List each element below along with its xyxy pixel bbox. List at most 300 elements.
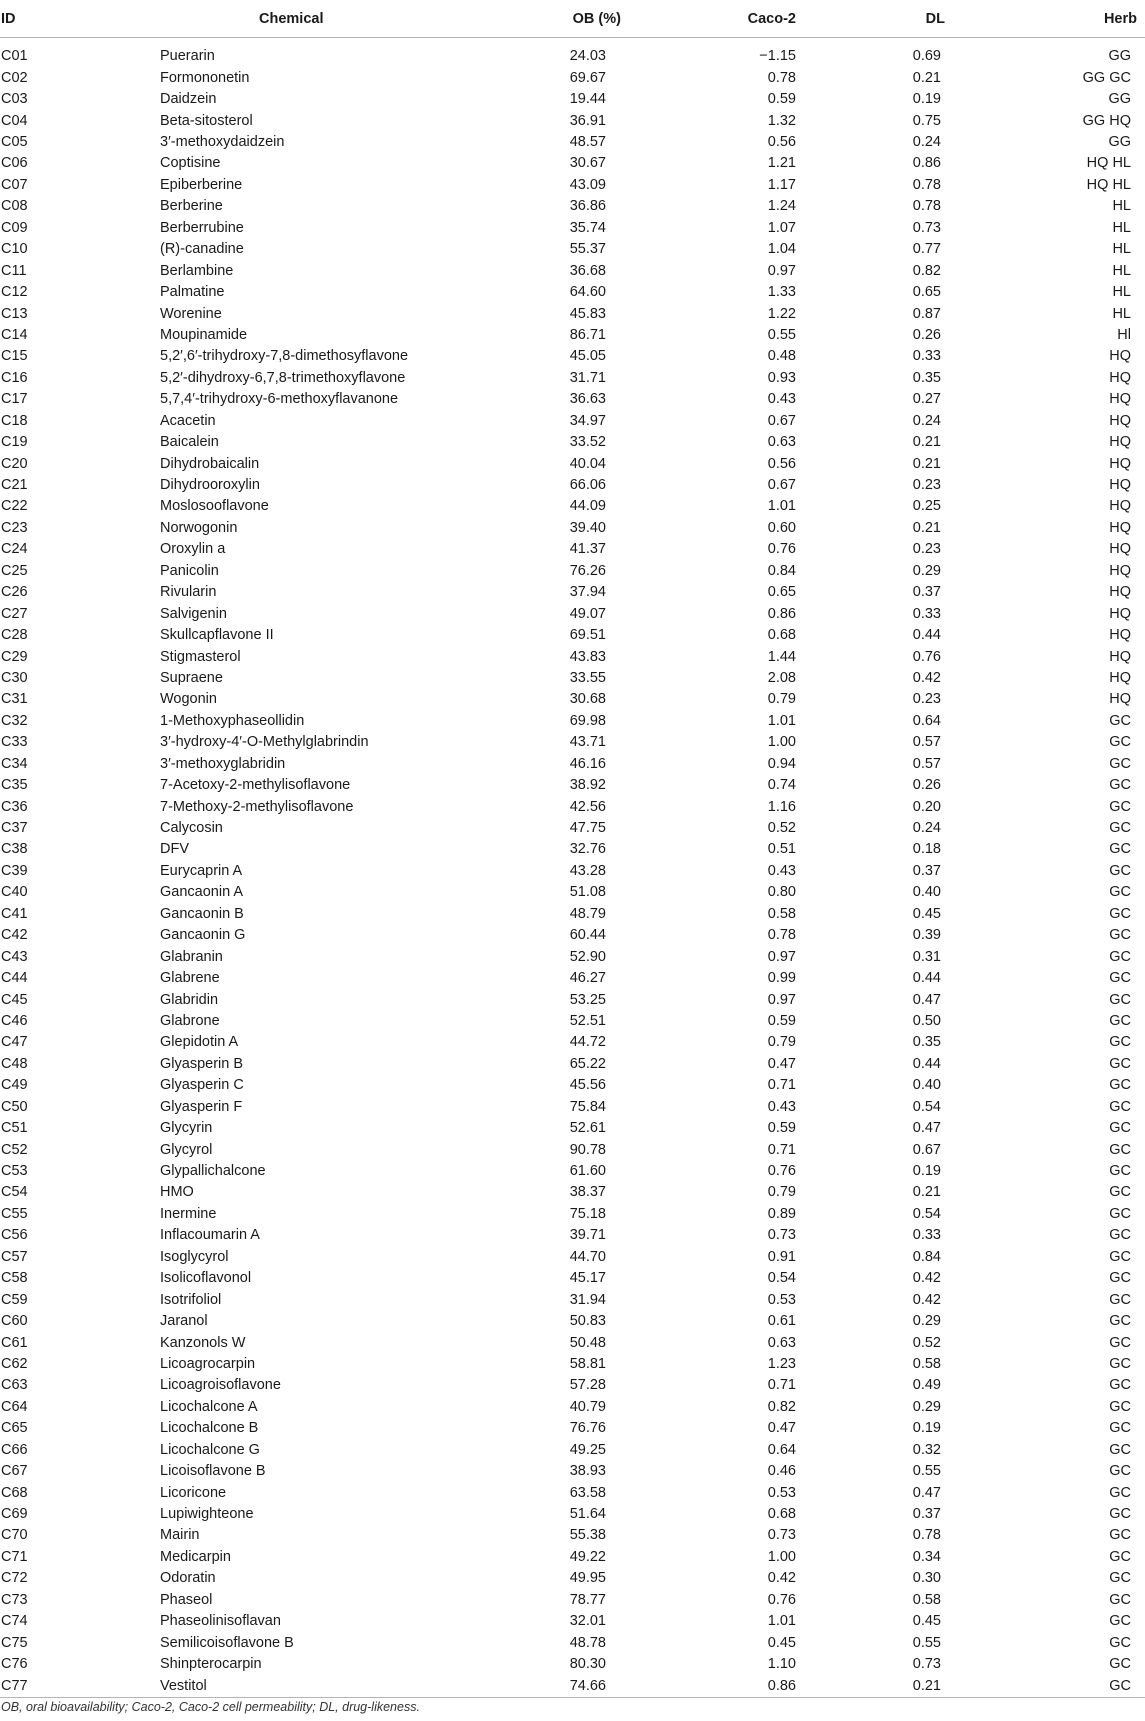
cell-chemical: Coptisine [160, 155, 221, 172]
cell-ob: 48.79 [569, 905, 606, 922]
table-row [0, 796, 1145, 817]
cell-ob: 37.94 [569, 584, 606, 601]
table-row [0, 968, 1145, 989]
cell-dl: 0.33 [912, 605, 941, 622]
cell-id: C03 [1, 91, 28, 108]
cell-dl: 0.54 [912, 1205, 941, 1222]
cell-dl: 0.21 [912, 69, 941, 86]
cell-id: C45 [1, 991, 28, 1008]
cell-chemical: Moslosooflavone [160, 498, 269, 515]
cell-herb: GC [1109, 1334, 1131, 1351]
cell-herb: GC [1109, 820, 1131, 837]
cell-caco2: 0.60 [767, 519, 796, 536]
cell-ob: 42.56 [569, 798, 606, 815]
cell-chemical: Licochalcone B [160, 1420, 259, 1437]
cell-herb: HQ [1109, 434, 1131, 451]
table-row [0, 1375, 1145, 1396]
header-chemical: Chemical [158, 0, 515, 38]
cell-herb: GC [1109, 1484, 1131, 1501]
cell-chemical: Jaranol [160, 1313, 208, 1330]
cell-ob: 66.06 [569, 477, 606, 494]
table-row [0, 1247, 1145, 1268]
cell-chemical: Gancaonin A [160, 884, 244, 901]
cell-ob: 31.71 [569, 369, 606, 386]
table-row [0, 1161, 1145, 1182]
cell-ob: 45.83 [569, 305, 606, 322]
cell-dl: 0.69 [912, 48, 941, 65]
table-row [0, 346, 1145, 367]
header-herb: Herb [1007, 0, 1145, 38]
cell-caco2: 1.01 [767, 498, 796, 515]
cell-id: C68 [1, 1484, 28, 1501]
table-row [0, 1054, 1145, 1075]
cell-id: C39 [1, 862, 28, 879]
cell-herb: GC [1109, 734, 1131, 751]
cell-herb: GC [1109, 1270, 1131, 1287]
cell-ob: 44.72 [569, 1034, 606, 1051]
cell-dl: 0.87 [912, 305, 941, 322]
cell-id: C30 [1, 669, 28, 686]
cell-herb: GC [1109, 1184, 1131, 1201]
cell-id: C53 [1, 1163, 28, 1180]
table-row [0, 1547, 1145, 1568]
cell-caco2: 0.47 [767, 1420, 796, 1437]
cell-caco2: 1.07 [767, 219, 796, 236]
cell-chemical: 1-Methoxyphaseollidin [160, 712, 305, 729]
table-row [0, 132, 1145, 153]
cell-caco2: 0.84 [767, 562, 796, 579]
cell-herb: GC [1109, 777, 1131, 794]
cell-herb: GC [1109, 1012, 1131, 1029]
cell-id: C74 [1, 1613, 28, 1630]
table-row [0, 1139, 1145, 1160]
cell-id: C02 [1, 69, 28, 86]
cell-chemical: 5,7,4′-trihydroxy-6-methoxyflavanone [160, 391, 399, 408]
cell-id: C57 [1, 1248, 28, 1265]
cell-id: C49 [1, 1077, 28, 1094]
cell-chemical: Berberrubine [160, 219, 244, 236]
cell-id: C29 [1, 648, 28, 665]
cell-chemical: Formononetin [160, 69, 250, 86]
cell-caco2: 0.65 [767, 584, 796, 601]
cell-caco2: 0.76 [767, 1163, 796, 1180]
cell-herb: GC [1007, 1675, 1145, 1697]
cell-ob: 50.83 [569, 1313, 606, 1330]
cell-ob: 45.56 [569, 1077, 606, 1094]
cell-chemical: Glypallichalcone [160, 1163, 266, 1180]
cell-dl: 0.40 [912, 884, 941, 901]
cell-herb: GC [1109, 1291, 1131, 1308]
cell-caco2: 0.63 [767, 434, 796, 451]
cell-caco2: 0.89 [767, 1205, 796, 1222]
cell-id: C55 [1, 1205, 28, 1222]
cell-dl: 0.40 [912, 1077, 941, 1094]
cell-id: C01 [1, 48, 28, 65]
table-row [0, 260, 1145, 281]
cell-chemical: 7-Acetoxy-2-methylisoflavone [160, 777, 351, 794]
cell-id: C21 [1, 477, 28, 494]
cell-ob: 45.17 [569, 1270, 606, 1287]
cell-chemical: Licoricone [160, 1484, 227, 1501]
table-row [0, 668, 1145, 689]
cell-id: C41 [1, 905, 28, 922]
table-row [0, 1097, 1145, 1118]
cell-id: C16 [1, 369, 28, 386]
cell-ob: 76.26 [569, 562, 606, 579]
table-row [0, 882, 1145, 903]
cell-herb: HQ [1109, 519, 1131, 536]
cell-caco2: 0.78 [767, 927, 796, 944]
cell-ob: 40.79 [569, 1398, 606, 1415]
cell-herb: GC [1109, 1377, 1131, 1394]
cell-chemical: Glyasperin C [160, 1077, 244, 1094]
cell-chemical: Dihydrooroxylin [160, 477, 260, 494]
cell-id: C60 [1, 1313, 28, 1330]
cell-dl: 0.49 [912, 1377, 941, 1394]
table-row [0, 153, 1145, 174]
cell-caco2: 0.80 [767, 884, 796, 901]
cell-dl: 0.55 [912, 1463, 941, 1480]
cell-dl: 0.58 [912, 1355, 941, 1372]
cell-ob: 58.81 [569, 1355, 606, 1372]
cell-herb: GC [1109, 1527, 1131, 1544]
cell-chemical: Baicalein [160, 434, 219, 451]
cell-chemical: Vestitol [158, 1675, 515, 1697]
cell-caco2: 0.76 [767, 541, 796, 558]
cell-dl: 0.52 [912, 1334, 941, 1351]
cell-ob: 55.37 [569, 241, 606, 258]
cell-herb: HQ [1109, 477, 1131, 494]
cell-ob: 69.51 [569, 627, 606, 644]
cell-id: C13 [1, 305, 28, 322]
cell-dl: 0.24 [912, 820, 941, 837]
table-row [0, 282, 1145, 303]
cell-caco2: 0.97 [767, 948, 796, 965]
table-row [0, 818, 1145, 839]
cell-ob: 39.40 [569, 519, 606, 536]
table-row [0, 1354, 1145, 1375]
cell-herb: GC [1109, 1570, 1131, 1587]
cell-chemical: Oroxylin a [160, 541, 226, 558]
cell-dl: 0.44 [912, 1055, 941, 1072]
table-row [0, 711, 1145, 732]
cell-herb: HQ [1109, 562, 1131, 579]
cell-id: C27 [1, 605, 28, 622]
cell-caco2: 0.79 [767, 1184, 796, 1201]
cell-id: C75 [1, 1634, 28, 1651]
cell-chemical: Acacetin [160, 412, 216, 429]
cell-ob: 80.30 [569, 1656, 606, 1673]
table-row [0, 925, 1145, 946]
table-row [0, 110, 1145, 131]
cell-ob: 55.38 [569, 1527, 606, 1544]
cell-caco2: 1.16 [767, 798, 796, 815]
table-row [0, 239, 1145, 260]
cell-dl: 0.73 [912, 1656, 941, 1673]
cell-chemical: Gancaonin B [160, 905, 244, 922]
cell-herb: GG HQ [1082, 112, 1131, 129]
cell-dl: 0.21 [912, 434, 941, 451]
cell-caco2: 0.71 [767, 1141, 796, 1158]
cell-chemical: 5,2′,6′-trihydroxy-7,8-dimethosyflavone [160, 348, 409, 365]
cell-dl: 0.35 [912, 369, 941, 386]
cell-id: C70 [1, 1527, 28, 1544]
cell-id: C05 [1, 134, 28, 151]
table-row [0, 68, 1145, 89]
cell-ob: 74.66 [515, 1675, 665, 1697]
table-row [0, 1675, 1145, 1697]
cell-dl: 0.44 [912, 627, 941, 644]
cell-dl: 0.47 [912, 991, 941, 1008]
cell-caco2: 1.17 [767, 176, 796, 193]
cell-chemical: 3′-methoxyglabridin [160, 755, 286, 772]
cell-id: C48 [1, 1055, 28, 1072]
cell-caco2: 0.58 [767, 905, 796, 922]
cell-ob: 24.03 [569, 48, 606, 65]
cell-dl: 0.39 [912, 927, 941, 944]
cell-caco2: 1.00 [767, 734, 796, 751]
cell-dl: 0.82 [912, 262, 941, 279]
cell-herb: GC [1109, 1141, 1131, 1158]
cell-ob: 64.60 [569, 284, 606, 301]
cell-dl: 0.37 [912, 584, 941, 601]
cell-ob: 43.71 [569, 734, 606, 751]
cell-dl: 0.23 [912, 691, 941, 708]
table-row [0, 754, 1145, 775]
cell-caco2: 0.73 [767, 1227, 796, 1244]
cell-chemical: Eurycaprin A [160, 862, 243, 879]
cell-chemical: Daidzein [160, 91, 217, 108]
cell-ob: 35.74 [569, 219, 606, 236]
cell-id: C06 [1, 155, 28, 172]
cell-id: C76 [1, 1656, 28, 1673]
cell-caco2: 1.01 [767, 1613, 796, 1630]
cell-caco2: 0.93 [767, 369, 796, 386]
table-row [0, 646, 1145, 667]
cell-caco2: 0.67 [767, 477, 796, 494]
cell-dl: 0.84 [912, 1248, 941, 1265]
cell-dl: 0.24 [912, 134, 941, 151]
cell-caco2: 0.56 [767, 455, 796, 472]
cell-ob: 30.68 [569, 691, 606, 708]
cell-id: C71 [1, 1548, 28, 1565]
cell-herb: GC [1109, 905, 1131, 922]
cell-id: C18 [1, 412, 28, 429]
cell-dl: 0.27 [912, 391, 941, 408]
cell-ob: 75.18 [569, 1205, 606, 1222]
cell-ob: 36.86 [569, 198, 606, 215]
cell-id: C22 [1, 498, 28, 515]
cell-ob: 43.28 [569, 862, 606, 879]
cell-herb: GC [1109, 1656, 1131, 1673]
cell-chemical: Norwogonin [160, 519, 238, 536]
table-row [0, 1182, 1145, 1203]
cell-caco2: 0.79 [767, 691, 796, 708]
cell-id: C56 [1, 1227, 28, 1244]
cell-chemical: Medicarpin [160, 1548, 231, 1565]
cell-ob: 36.68 [569, 262, 606, 279]
cell-herb: GC [1109, 1313, 1131, 1330]
cell-ob: 49.07 [569, 605, 606, 622]
table-row [0, 411, 1145, 432]
cell-dl: 0.33 [912, 348, 941, 365]
cell-chemical: Kanzonols W [160, 1334, 246, 1351]
cell-id: C32 [1, 712, 28, 729]
table-row [0, 496, 1145, 517]
cell-id: C58 [1, 1270, 28, 1287]
cell-dl: 0.45 [912, 1613, 941, 1630]
cell-ob: 69.98 [569, 712, 606, 729]
cell-herb: GC [1109, 1120, 1131, 1137]
cell-herb: HQ HL [1086, 176, 1131, 193]
cell-id: C28 [1, 627, 28, 644]
cell-ob: 32.76 [569, 841, 606, 858]
cell-dl: 0.23 [912, 477, 941, 494]
cell-caco2: 0.48 [767, 348, 796, 365]
cell-dl: 0.19 [912, 1163, 941, 1180]
table-row [0, 1311, 1145, 1332]
cell-dl: 0.18 [912, 841, 941, 858]
cell-chemical: Glyasperin B [160, 1055, 244, 1072]
cell-id: C65 [1, 1420, 28, 1437]
cell-id: C43 [1, 948, 28, 965]
cell-herb: GC [1109, 755, 1131, 772]
table-row [0, 1418, 1145, 1439]
cell-ob: 44.70 [569, 1248, 606, 1265]
cell-ob: 34.97 [569, 412, 606, 429]
cell-chemical: Calycosin [160, 820, 223, 837]
table-row [0, 303, 1145, 324]
cell-id: C37 [1, 820, 28, 837]
cell-id: C09 [1, 219, 28, 236]
cell-herb: GC [1109, 1248, 1131, 1265]
cell-caco2: 0.71 [767, 1377, 796, 1394]
cell-caco2: 1.33 [767, 284, 796, 301]
cell-caco2: 0.59 [767, 1012, 796, 1029]
cell-caco2: 0.55 [767, 326, 796, 343]
table-row [0, 453, 1145, 474]
cell-ob: 49.95 [569, 1570, 606, 1587]
cell-herb: GG [1108, 134, 1131, 151]
cell-chemical: Glabranin [160, 948, 223, 965]
cell-chemical: Salvigenin [160, 605, 227, 622]
cell-caco2: 1.00 [767, 1548, 796, 1565]
cell-herb: GC [1109, 1077, 1131, 1094]
cell-herb: GC [1109, 1420, 1131, 1437]
table-row [0, 839, 1145, 860]
cell-herb: GC [1109, 1548, 1131, 1565]
cell-herb: HL [1112, 305, 1131, 322]
cell-caco2: 0.52 [767, 820, 796, 837]
cell-chemical: Isoglycyrol [160, 1248, 229, 1265]
cell-dl: 0.57 [912, 755, 941, 772]
cell-ob: 38.93 [569, 1463, 606, 1480]
cell-chemical: Berlambine [160, 262, 234, 279]
cell-dl: 0.47 [912, 1484, 941, 1501]
table-footnote: OB, oral bioavailability; Caco-2, Caco-2 cell permeability; DL, drug-likeness. [1, 1700, 420, 1714]
cell-chemical: Mairin [160, 1527, 200, 1544]
cell-caco2: 0.59 [767, 1120, 796, 1137]
cell-dl: 0.73 [912, 219, 941, 236]
cell-herb: HQ [1109, 391, 1131, 408]
cell-chemical: Glyasperin F [160, 1098, 243, 1115]
cell-herb: GC [1109, 712, 1131, 729]
cell-chemical: Stigmasterol [160, 648, 241, 665]
cell-dl: 0.35 [912, 1034, 941, 1051]
cell-herb: HQ [1109, 648, 1131, 665]
cell-caco2: 0.53 [767, 1291, 796, 1308]
cell-caco2: 0.47 [767, 1055, 796, 1072]
cell-chemical: Palmatine [160, 284, 225, 301]
cell-chemical: Glabridin [160, 991, 219, 1008]
table-row [0, 603, 1145, 624]
cell-dl: 0.29 [912, 1398, 941, 1415]
cell-dl: 0.45 [912, 905, 941, 922]
cell-dl: 0.29 [912, 562, 941, 579]
cell-herb: GC [1109, 970, 1131, 987]
cell-herb: GG GC [1082, 69, 1131, 86]
cell-chemical: Panicolin [160, 562, 219, 579]
cell-id: C72 [1, 1570, 28, 1587]
cell-caco2: 0.71 [767, 1077, 796, 1094]
cell-ob: 31.94 [569, 1291, 606, 1308]
cell-id: C11 [1, 262, 27, 279]
cell-caco2: 0.86 [665, 1675, 852, 1697]
cell-herb: HQ [1109, 369, 1131, 386]
table-row [0, 175, 1145, 196]
cell-id: C12 [1, 284, 28, 301]
cell-ob: 49.22 [569, 1548, 606, 1565]
cell-herb: GC [1109, 1463, 1131, 1480]
cell-herb: GC [1109, 1055, 1131, 1072]
cell-chemical: Odoratin [160, 1570, 216, 1587]
cell-ob: 48.78 [569, 1634, 606, 1651]
cell-ob: 47.75 [569, 820, 606, 837]
cell-dl: 0.64 [912, 712, 941, 729]
cell-id: C77 [0, 1675, 158, 1697]
cell-dl: 0.29 [912, 1313, 941, 1330]
cell-ob: 52.51 [569, 1012, 606, 1029]
cell-herb: GC [1109, 927, 1131, 944]
table-row [0, 389, 1145, 410]
cell-id: C69 [1, 1506, 28, 1523]
cell-herb: GC [1109, 841, 1131, 858]
cell-herb: GG [1108, 48, 1131, 65]
cell-herb: GC [1109, 1098, 1131, 1115]
cell-caco2: 0.76 [767, 1591, 796, 1608]
cell-herb: GC [1109, 1034, 1131, 1051]
cell-chemical: Inermine [160, 1205, 217, 1222]
cell-ob: 30.67 [569, 155, 606, 172]
cell-ob: 43.83 [569, 648, 606, 665]
cell-caco2: 0.68 [767, 627, 796, 644]
cell-ob: 32.01 [569, 1613, 606, 1630]
cell-herb: GC [1109, 1613, 1131, 1630]
cell-dl: 0.76 [912, 648, 941, 665]
cell-ob: 33.52 [569, 434, 606, 451]
cell-chemical: Lupiwighteone [160, 1506, 254, 1523]
cell-ob: 36.91 [569, 112, 606, 129]
cell-caco2: 0.61 [767, 1313, 796, 1330]
cell-chemical: Glycyrol [160, 1141, 213, 1158]
table-row [0, 1289, 1145, 1310]
cell-dl: 0.25 [912, 498, 941, 515]
cell-herb: GC [1109, 1163, 1131, 1180]
cell-id: C24 [1, 541, 28, 558]
cell-herb: GC [1109, 948, 1131, 965]
cell-id: C46 [1, 1012, 28, 1029]
cell-id: C52 [1, 1141, 28, 1158]
